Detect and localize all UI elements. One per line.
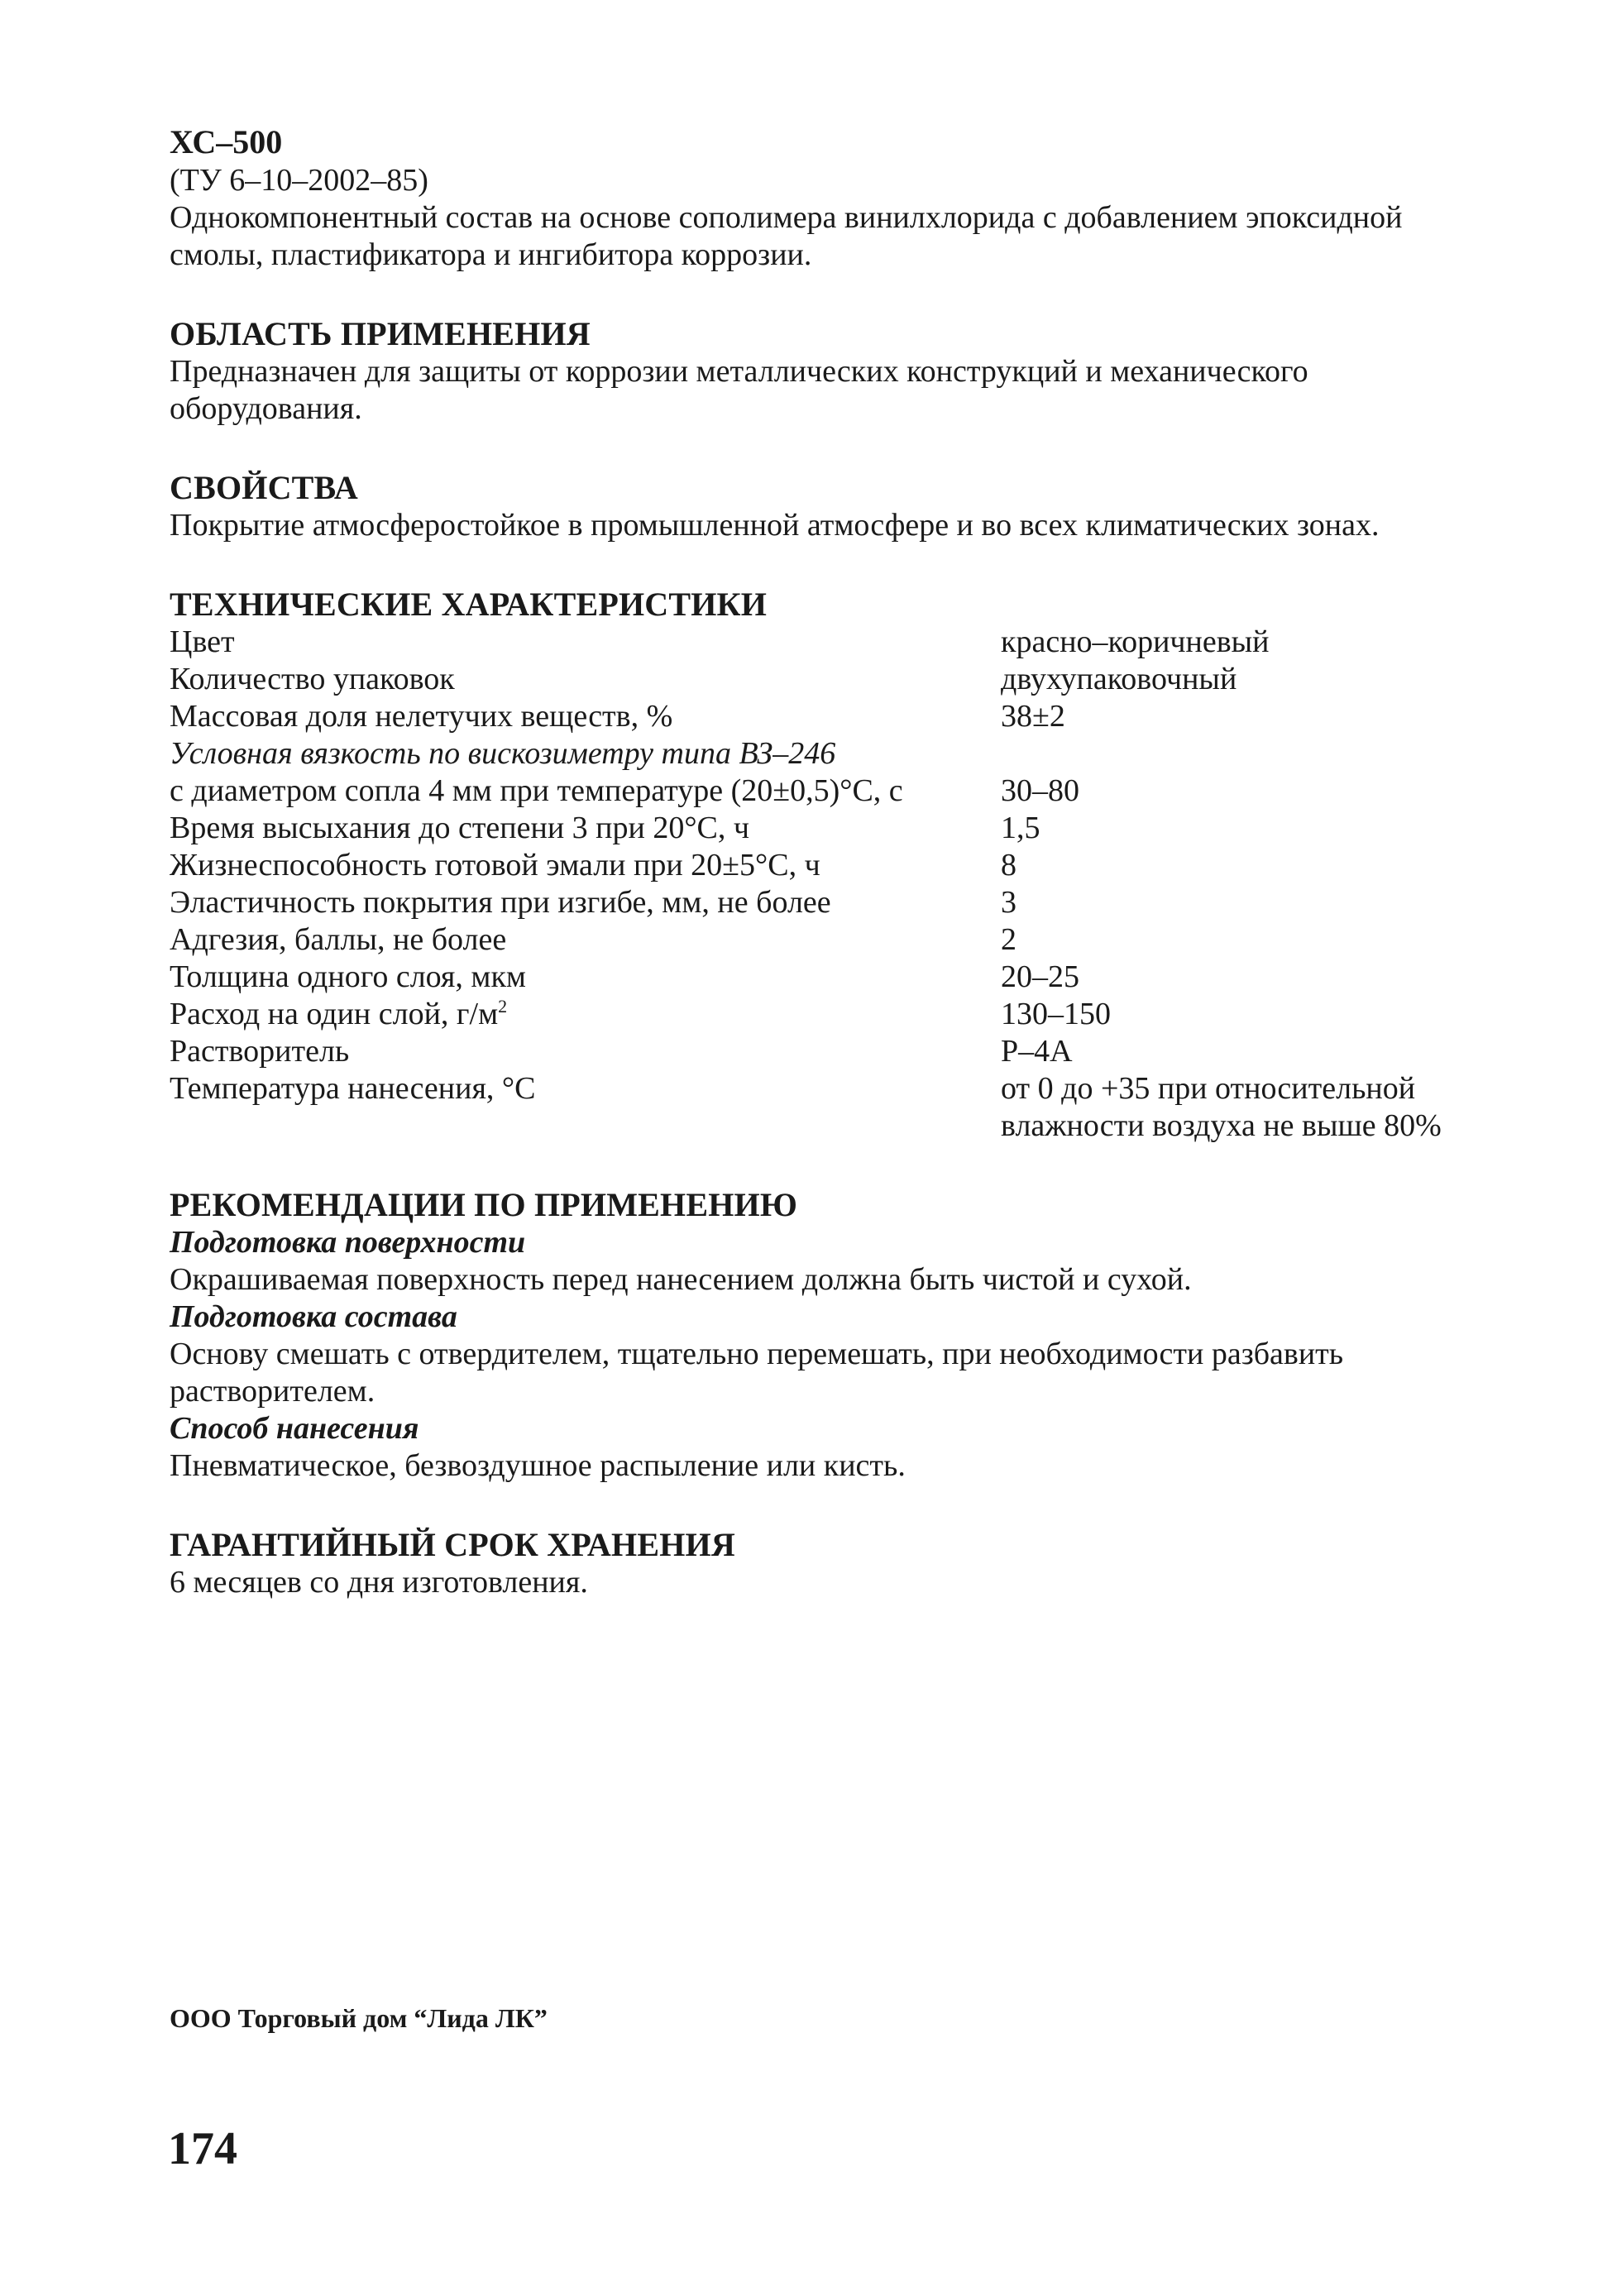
method-text: Пневматическое, безвоздушное распыление или кисть. — [170, 1448, 906, 1483]
properties-heading: СВОЙСТВА — [170, 469, 359, 506]
spec-label — [170, 996, 1001, 1033]
spec-label-text: Расход на один слой, г/м — [170, 997, 499, 1031]
spec-value: двухупаковочный — [1001, 662, 1237, 696]
spec-value: от 0 до +35 при относительной влажности воздуха не выше 80% — [1001, 1071, 1442, 1143]
page-number: 174 — [168, 2123, 237, 2174]
specs-table — [170, 624, 1460, 1145]
spec-row — [170, 996, 1460, 1033]
surface-prep-title: Подготовка поверхности — [170, 1225, 526, 1260]
spec-label: с диаметром сопла 4 мм при температуре (20±0,5)°С, с — [170, 773, 903, 808]
product-spec: (ТУ 6–10–2002–85) — [170, 163, 428, 198]
spec-label: Адгезия, баллы, не более — [170, 922, 507, 957]
spec-label: Растворитель — [170, 1034, 350, 1069]
spec-label: Количество упаковок — [170, 662, 455, 696]
spec-value: 8 — [1001, 848, 1016, 883]
warranty-section — [170, 1526, 1460, 1601]
properties-text: Покрытие атмосферостойкое в промышленной атмосфере и во всех климатических зонах. — [170, 508, 1380, 543]
scope-section — [170, 315, 1460, 428]
spec-label-superscript: 2 — [498, 996, 508, 1016]
spec-value: 2 — [1001, 922, 1016, 957]
product-header — [170, 122, 1460, 274]
scope-text: Предназначен для защиты от коррозии металлических конструкций и механического оборудования. — [170, 354, 1308, 426]
spec-row — [170, 959, 1460, 996]
product-title: ХС–500 — [170, 123, 283, 160]
mix-prep-text: Основу смешать с отвердителем, тщательно перемешать, при необходимости разбавить растворителем. — [170, 1337, 1344, 1409]
spec-label: Толщина одного слоя, мкм — [170, 959, 526, 994]
spec-value: 1,5 — [1001, 811, 1040, 845]
warranty-text: 6 месяцев со дня изготовления. — [170, 1565, 588, 1600]
spec-row — [170, 624, 1460, 661]
properties-section — [170, 469, 1460, 544]
surface-prep-text: Окрашиваемая поверхность перед нанесением должна быть чистой и сухой. — [170, 1262, 1192, 1297]
spec-label: Эластичность покрытия при изгибе, мм, не более — [170, 885, 831, 920]
recommendations-section — [170, 1186, 1460, 1485]
spec-row — [170, 1033, 1460, 1070]
spec-row — [170, 735, 1460, 773]
spec-row — [170, 773, 1460, 810]
recommendations-heading: РЕКОМЕНДАЦИИ ПО ПРИМЕНЕНИЮ — [170, 1186, 798, 1223]
spec-row — [170, 921, 1460, 959]
spec-value: 20–25 — [1001, 959, 1079, 994]
spec-value: 38±2 — [1001, 699, 1065, 734]
spec-label: Условная вязкость по вискозиметру типа ВЗ–246 — [170, 736, 836, 771]
spec-label: Время высыхания до степени 3 при 20°С, ч — [170, 811, 749, 845]
document-page — [170, 122, 1460, 1601]
spec-row — [170, 1070, 1460, 1145]
spec-value: красно–коричневый — [1001, 624, 1270, 659]
spec-label: Цвет — [170, 624, 235, 659]
mix-prep-title: Подготовка состава — [170, 1299, 457, 1334]
spec-row — [170, 698, 1460, 735]
spec-label: Температура нанесения, °С — [170, 1071, 536, 1106]
company-name: ООО Торговый дом “Лида ЛК” — [170, 2003, 548, 2033]
spec-row — [170, 847, 1460, 884]
specs-heading: ТЕХНИЧЕСКИЕ ХАРАКТЕРИСТИКИ — [170, 586, 768, 623]
spec-label: Жизнеспособность готовой эмали при 20±5°С, ч — [170, 848, 820, 883]
spec-row — [170, 810, 1460, 847]
spec-value: 3 — [1001, 885, 1016, 920]
scope-heading: ОБЛАСТЬ ПРИМЕНЕНИЯ — [170, 315, 591, 352]
method-title: Способ нанесения — [170, 1411, 419, 1446]
spec-value: Р–4А — [1001, 1034, 1073, 1069]
specs-section — [170, 586, 1460, 1145]
spec-row — [170, 661, 1460, 698]
spec-value: 130–150 — [1001, 997, 1111, 1031]
warranty-heading: ГАРАНТИЙНЫЙ СРОК ХРАНЕНИЯ — [170, 1526, 735, 1563]
spec-value: 30–80 — [1001, 773, 1079, 808]
spec-label: Массовая доля нелетучих веществ, % — [170, 699, 673, 734]
product-description: Однокомпонентный состав на основе сополимера винилхлорида с добавлением эпоксидной смолы, пластификатора и ингибитора коррозии. — [170, 200, 1403, 272]
spec-row — [170, 884, 1460, 921]
